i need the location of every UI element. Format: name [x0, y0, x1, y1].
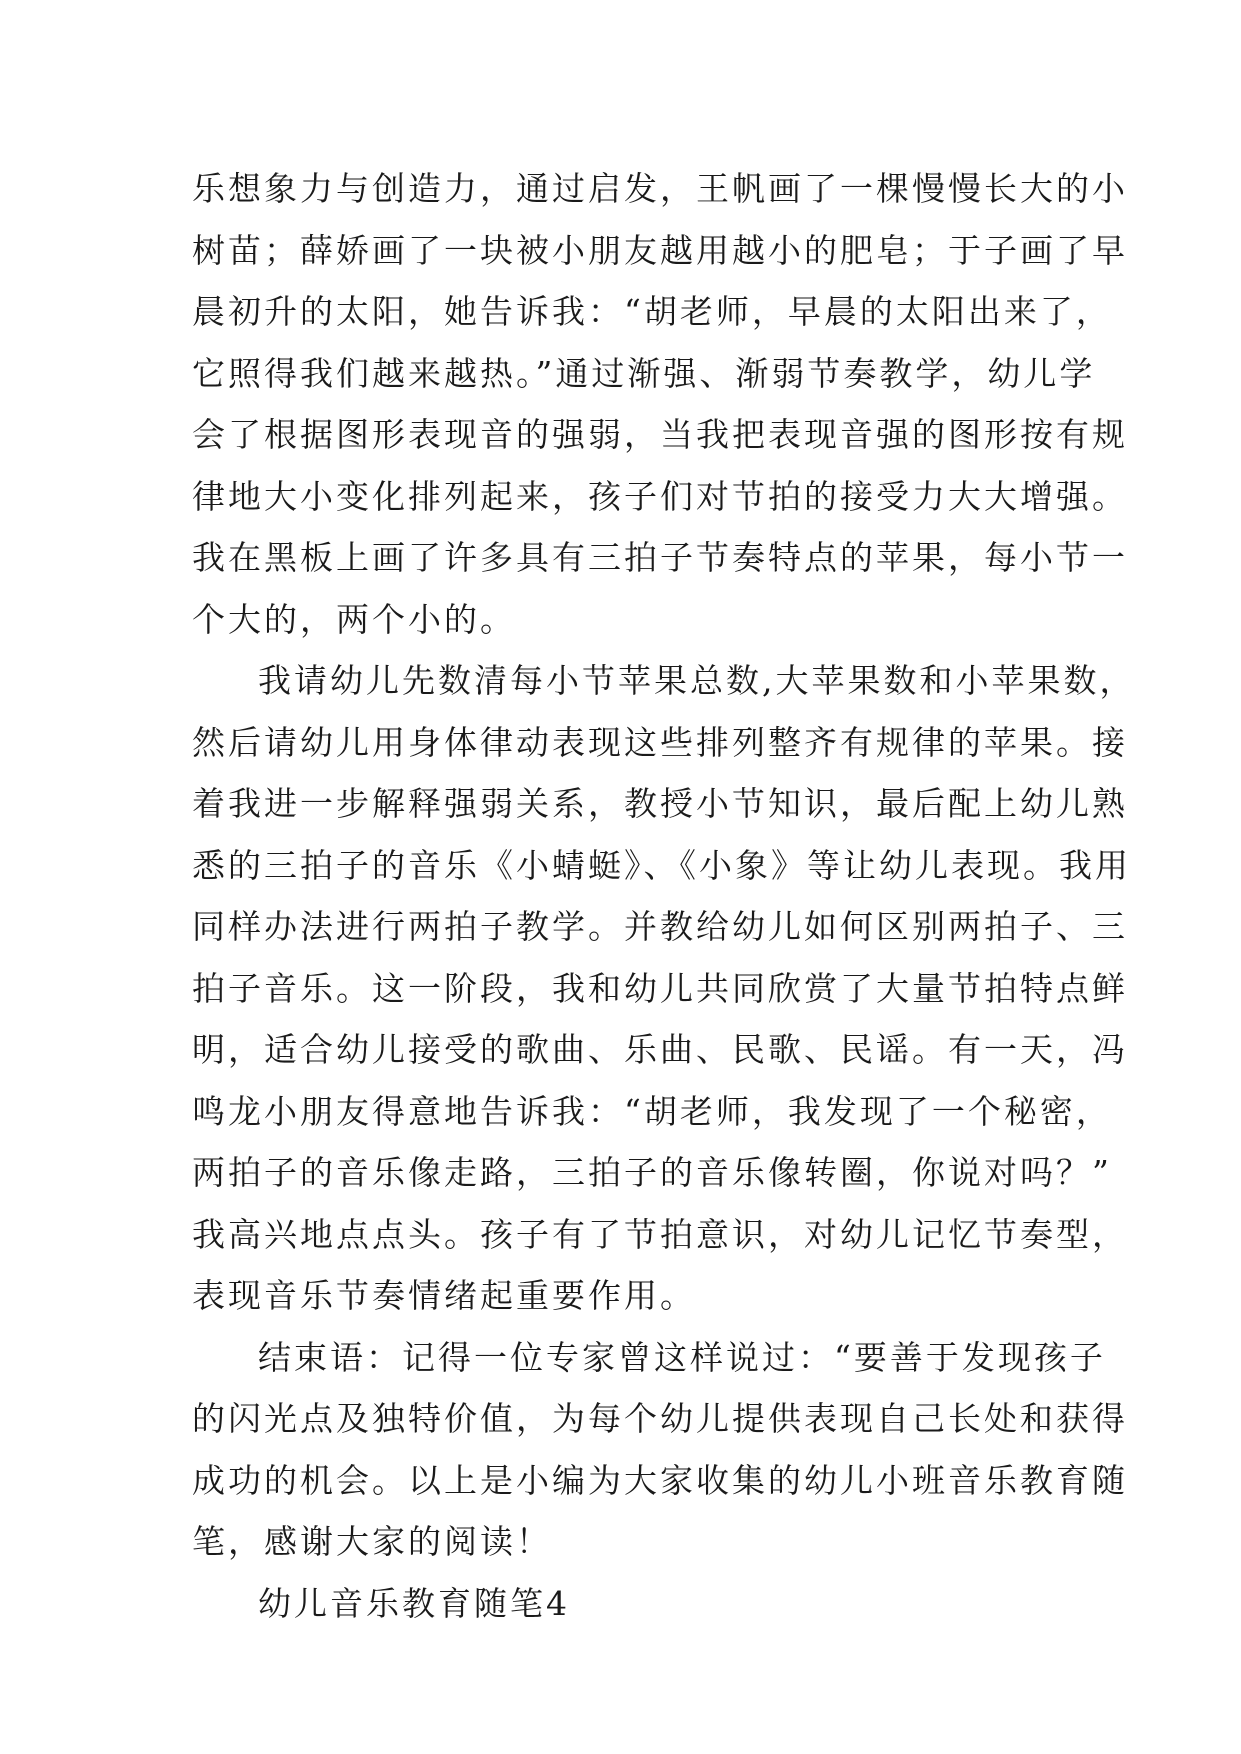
text-line: 悉的三拍子的音乐《小蜻蜓》、《小象》等让幼儿表现。我用: [192, 845, 1131, 885]
text-line: 着我进一步解释强弱关系，教授小节知识，最后配上幼儿熟: [192, 784, 1128, 823]
text-line: 我高兴地点点头。孩子有了节拍意识，对幼儿记忆节奏型，: [192, 1214, 1128, 1254]
document-body: [192, 158, 1136, 1634]
paragraph: [192, 158, 1128, 650]
text-line: 成功的机会。以上是小编为大家收集的幼儿小班音乐教育随: [192, 1460, 1128, 1500]
text-line: 结束语：记得一位专家曾这样说过：“要善于发现孩子: [258, 1337, 1106, 1377]
text-line: 的闪光点及独特价值，为每个幼儿提供表现自己长处和获得: [192, 1399, 1128, 1438]
text-line: 树苗；薛娇画了一块被小朋友越用越小的肥皂；于子画了早: [192, 230, 1128, 270]
text-line: 鸣龙小朋友得意地告诉我：“胡老师，我发现了一个秘密，: [192, 1091, 1112, 1131]
text-line: 晨初升的太阳，她告诉我：“胡老师，早晨的太阳出来了，: [192, 292, 1112, 331]
text-line: 个大的，两个小的。: [192, 599, 516, 639]
text-line: 拍子音乐。这一阶段，我和幼儿共同欣赏了大量节拍特点鲜: [192, 968, 1128, 1008]
text-line: 会了根据图形表现音的强弱，当我把表现音强的图形按有规: [192, 415, 1128, 454]
text-line: 律地大小变化排列起来，孩子们对节拍的接受力大大增强。: [192, 476, 1128, 516]
text-line: 它照得我们越来越热。”通过渐强、渐弱节奏教学，幼儿学: [192, 353, 1096, 393]
text-line: 幼儿音乐教育随笔4: [258, 1583, 570, 1623]
paragraph: [192, 1573, 1052, 1635]
paragraph: [192, 650, 1136, 1327]
text-line: 明，适合幼儿接受的歌曲、乐曲、民歌、民谣。有一天，冯: [192, 1030, 1128, 1069]
text-line: 然后请幼儿用身体律动表现这些排列整齐有规律的苹果。接: [192, 722, 1128, 762]
text-line: 乐想象力与创造力，通过启发，王帆画了一棵慢慢长大的小: [192, 169, 1128, 208]
text-line: 我请幼儿先数清每小节苹果总数,大苹果数和小苹果数，: [258, 661, 1136, 700]
text-line: 笔，感谢大家的阅读！: [192, 1522, 552, 1561]
text-line: 表现音乐节奏情绪起重要作用。: [192, 1276, 696, 1315]
text-line: 同样办法进行两拍子教学。并教给幼儿如何区别两拍子、三: [192, 907, 1128, 946]
paragraph: [192, 1327, 1128, 1573]
text-line: 两拍子的音乐像走路，三拍子的音乐像转圈，你说对吗？”: [192, 1153, 1112, 1192]
text-line: 我在黑板上画了许多具有三拍子节奏特点的苹果，每小节一: [192, 538, 1128, 577]
